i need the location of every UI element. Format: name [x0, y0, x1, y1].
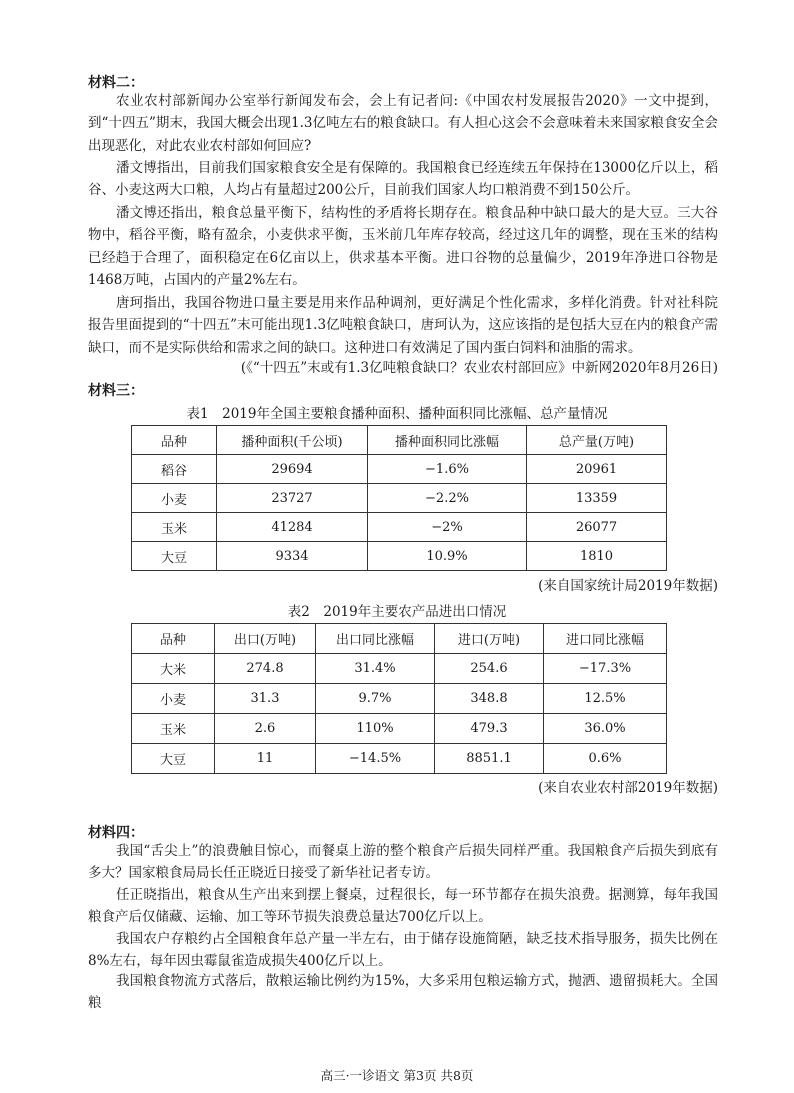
table2-caption: 表2 2019年主要农产品进出口情况	[287, 604, 507, 620]
material4-paragraph-2: 任正晓指出，粮食从生产出来到摆上餐桌，过程很长，每一环节都存在损失浪费。据测算，每年我国粮食产后仅储藏、运输、加工等环节损失浪费总量达700亿斤以上。	[88, 887, 718, 926]
table-cell: 36.0%	[544, 714, 667, 744]
table-cell: 26077	[527, 513, 667, 542]
table-header-cell: 品种	[132, 426, 217, 455]
table-cell: 29694	[217, 455, 368, 484]
table-header-cell: 进口同比涨幅	[544, 624, 667, 654]
table-cell: 大豆	[132, 542, 217, 571]
material4-paragraph-1: 我国“舌尖上”的浪费触目惊心，而餐桌上游的整个粮食产后损失同样严重。我国粮食产后损失到底有多大？国家粮食局局长任正晓近日接受了新华社记者专访。	[88, 843, 718, 882]
table-cell: 31.3	[215, 684, 316, 714]
table1-source: (来自国家统计局2019年数据)	[538, 578, 718, 594]
table-cell: 41284	[217, 513, 368, 542]
table-header-cell: 出口(万吨)	[215, 624, 316, 654]
table-header-cell: 总产量(万吨)	[527, 426, 667, 455]
table-cell: 12.5%	[544, 684, 667, 714]
table-row	[132, 513, 667, 542]
material2-paragraph-1: 农业农村部新闻办公室举行新闻发布会，会上有记者问:《中国农村发展报告2020》一文中提到，到“十四五”期末，我国大概会出现1.3亿吨左右的粮食缺口。有人担心这会不会意味着未来国家粮食安全会出现恶化，对此农业农村部如何回应?	[88, 93, 718, 154]
table-header-row	[132, 624, 667, 654]
table-cell: −2.2%	[368, 484, 527, 513]
table-cell: 1810	[527, 542, 667, 571]
table-cell: 11	[215, 744, 316, 774]
table-cell: 稻谷	[132, 455, 217, 484]
table-cell: 254.6	[435, 654, 544, 684]
table-cell: 274.8	[215, 654, 316, 684]
table-header-cell: 品种	[132, 624, 215, 654]
material2-source: (《“十四五”末或有1.3亿吨粮食缺口？农业农村部回应》中新网2020年8月26日)	[240, 360, 718, 376]
table-row	[132, 744, 667, 774]
material4-paragraph-4: 我国粮食物流方式落后，散粮运输比例约为15%，大多采用包粮运输方式，抛洒、遗留损耗大。全国粮	[88, 973, 718, 1012]
table-cell: 大米	[132, 654, 215, 684]
table-header-cell: 出口同比涨幅	[316, 624, 435, 654]
table-cell: 479.3	[435, 714, 544, 744]
material4-paragraph-3: 我国农户存粮约占全国粮食年总产量一半左右，由于储存设施简陋，缺乏技术指导服务，损失比例在8%左右，每年因虫霉鼠雀造成损失400亿斤以上。	[88, 931, 718, 970]
material2-paragraph-2: 潘文博指出，目前我们国家粮食安全是有保障的。我国粮食已经连续五年保持在13000亿斤以上，稻谷、小麦这两大口粮，人均占有量超过200公斤，目前我们国家人均口粮消费不到150公斤。	[88, 160, 718, 199]
table-cell: −1.6%	[368, 455, 527, 484]
table-header-cell: 播种面积(千公顷)	[217, 426, 368, 455]
material4-heading: 材料四：	[88, 825, 144, 841]
table-cell: 小麦	[132, 684, 215, 714]
table-cell: 348.8	[435, 684, 544, 714]
table-row	[132, 484, 667, 513]
table-header-row	[132, 426, 667, 455]
material2-heading: 材料二：	[88, 75, 144, 91]
material2-paragraph-3: 潘文博还指出，粮食总量平衡下，结构性的矛盾将长期存在。粮食品种中缺口最大的是大豆。三大谷物中，稻谷平衡，略有盈余，小麦供求平衡，玉米前几年库存较高，经过这几年的调整，现在玉米的结构已经趋于合理了，面积稳定在6亿亩以上，供求基本平衡。进口谷物的总量偏少，2019年净进口谷物是1468万吨，占国内的产量2%左右。	[88, 205, 718, 289]
table-row	[132, 684, 667, 714]
table-cell: 0.6%	[544, 744, 667, 774]
table-header-cell: 进口(万吨)	[435, 624, 544, 654]
table-row	[132, 654, 667, 684]
table2-source: (来自农业农村部2019年数据)	[538, 780, 718, 796]
page-footer: 高三·一诊语文 第3页 共8页	[320, 1068, 474, 1083]
table-cell: 9.7%	[316, 684, 435, 714]
material2-paragraph-4: 唐珂指出，我国谷物进口量主要是用来作品种调剂，更好满足个性化需求，多样化消费。针对社科院报告里面提到的“十四五”末可能出现1.3亿吨粮食缺口，唐珂认为，这应该指的是包括大豆在内的粮食产需缺口，而不是实际供给和需求之间的缺口。这种进口有效满足了国内蛋白饲料和油脂的需求。	[88, 295, 718, 356]
table-cell: 13359	[527, 484, 667, 513]
table-cell: 大豆	[132, 744, 215, 774]
table-row	[132, 542, 667, 571]
table-header-cell: 播种面积同比涨幅	[368, 426, 527, 455]
table-cell: 9334	[217, 542, 368, 571]
table-cell: 10.9%	[368, 542, 527, 571]
table-cell: 23727	[217, 484, 368, 513]
material3-heading: 材料三：	[88, 383, 144, 399]
table-cell: 20961	[527, 455, 667, 484]
table1-caption: 表1 2019年全国主要粮食播种面积、播种面积同比涨幅、总产量情况	[186, 406, 608, 422]
table-cell: 110%	[316, 714, 435, 744]
table-cell: 31.4%	[316, 654, 435, 684]
table-cell: −17.3%	[544, 654, 667, 684]
table-cell: 玉米	[132, 714, 215, 744]
table-row	[132, 455, 667, 484]
table-cell: 2.6	[215, 714, 316, 744]
table-row	[132, 714, 667, 744]
table-cell: 8851.1	[435, 744, 544, 774]
table2	[131, 623, 667, 774]
table-cell: −14.5%	[316, 744, 435, 774]
table1	[131, 425, 667, 571]
table-cell: 小麦	[132, 484, 217, 513]
table-cell: −2%	[368, 513, 527, 542]
table-cell: 玉米	[132, 513, 217, 542]
